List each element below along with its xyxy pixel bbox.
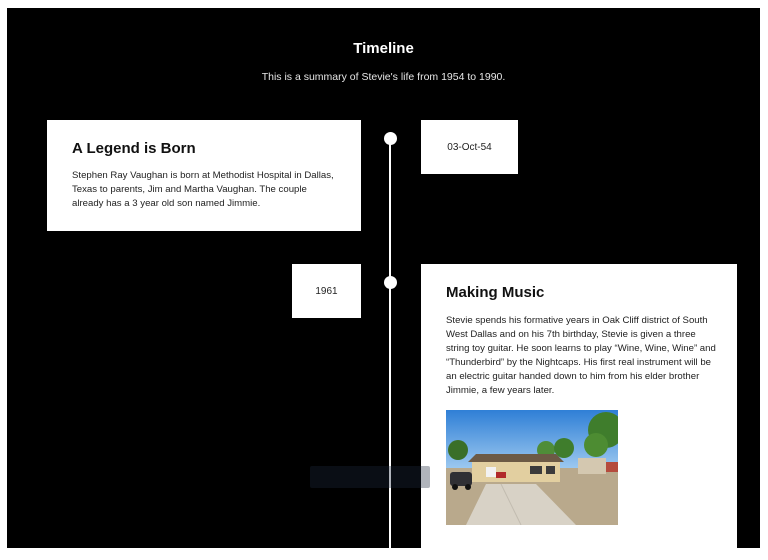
event-card-2: [421, 264, 737, 548]
event-description: Stevie spends his formative years in Oak Cliff district of South West Dallas and on his 7th birthday, Stevie is given a three string toy guitar. He soon learns to play “Wine, Wine, Wine” and “Thunderbird” by the Nightcaps. His first real instrument will be an electric guitar handed down to him from his elder brother Jimmie, a few years later.: [446, 315, 716, 396]
event-title: Making Music: [446, 284, 545, 301]
timeline-dot-2: [384, 276, 397, 289]
event-card-1: [47, 120, 361, 231]
event-date-2: 1961: [292, 264, 361, 318]
page-subtitle: This is a summary of Stevie's life from 1954 to 1990.: [261, 71, 506, 83]
house-photo: [446, 410, 618, 525]
event-date-1: 03-Oct-54: [421, 120, 518, 174]
event-title: A Legend is Born: [72, 140, 196, 157]
timeline-dot-1: [384, 132, 397, 145]
timeline-section: [7, 8, 760, 548]
overlay-button[interactable]: [310, 466, 430, 488]
page-title: Timeline: [353, 40, 414, 57]
event-description: Stephen Ray Vaughan is born at Methodist Hospital in Dallas, Texas to parents, Jim and Martha Vaughan. The couple already has a 3 year old son named Jimmie.: [72, 170, 334, 209]
